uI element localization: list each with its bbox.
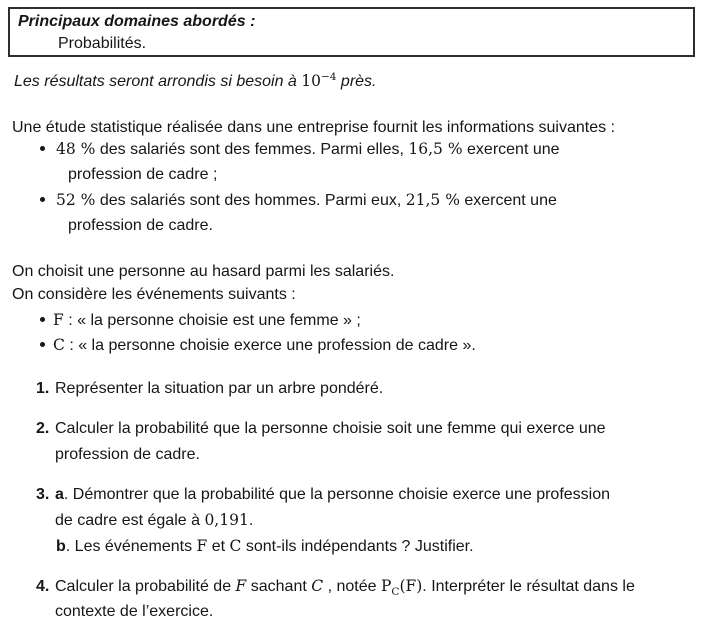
bullet-dot bbox=[40, 342, 45, 347]
text-segment: des salariés sont des femmes. Parmi elles, bbox=[95, 141, 409, 158]
question-2-number: 2. bbox=[36, 420, 50, 437]
setup-line-1: On choisit une personne au hasard parmi les salariés. bbox=[12, 263, 395, 280]
text-segment: . Interpréter le résultat dans le bbox=[422, 578, 635, 595]
bullet-item-women bbox=[40, 139, 560, 160]
symbol-c: C bbox=[229, 537, 242, 555]
question-2-line1 bbox=[36, 418, 606, 439]
domains-box-title: Principaux domaines abordés : bbox=[18, 13, 256, 30]
question-3a-label: a bbox=[55, 486, 64, 503]
event-c-text: : « la personne choisie exerce une profession de cadre ». bbox=[64, 337, 476, 354]
setup-line-2: On considère les événements suivants : bbox=[12, 286, 296, 303]
rounding-note bbox=[14, 71, 377, 92]
text-segment: . bbox=[248, 512, 254, 529]
question-3a-line1 bbox=[36, 484, 610, 505]
percent-men-cadres: 21,5 % bbox=[405, 191, 460, 209]
question-3a-text: . Démontrer que la probabilité que la personne choisie exerce une profession bbox=[63, 486, 611, 503]
question-3a-line2 bbox=[55, 510, 253, 531]
bullet-dot bbox=[40, 146, 45, 151]
text-segment: . Les événements bbox=[65, 538, 197, 555]
text-segment: , notée bbox=[323, 578, 381, 595]
symbol-c-italic: C bbox=[311, 577, 324, 595]
symbol-f-italic: F bbox=[235, 577, 247, 595]
question-1-number: 1. bbox=[36, 380, 50, 397]
rounding-note-suffix: près. bbox=[336, 73, 377, 90]
domains-box-subtitle: Probabilités. bbox=[58, 35, 147, 52]
text-segment: exercent une bbox=[462, 141, 560, 158]
question-3b bbox=[56, 536, 474, 557]
question-4-line2: contexte de l’exercice. bbox=[55, 603, 214, 617]
text-segment: Calculer la probabilité de bbox=[55, 578, 236, 595]
symbol-f: F bbox=[196, 537, 208, 555]
event-f-symbol: F bbox=[53, 311, 64, 329]
intro-paragraph: Une étude statistique réalisée dans une entreprise fournit les informations suivantes : bbox=[12, 119, 616, 136]
notation-arg: (F) bbox=[399, 577, 423, 595]
percent-men: 52 % bbox=[56, 191, 96, 209]
rounding-note-prefix: Les résultats seront arrondis si besoin à bbox=[14, 73, 302, 90]
percent-women-cadres: 16,5 % bbox=[408, 140, 463, 158]
text-segment: sont-ils indépendants ? Justifier. bbox=[241, 538, 474, 555]
question-2-text: Calculer la probabilité que la personne choisie soit une femme qui exerce une bbox=[55, 420, 606, 437]
power-base: 10 bbox=[301, 72, 321, 90]
text-segment: de cadre est égale à bbox=[55, 512, 205, 529]
question-1-text: Représenter la situation par un arbre pondéré. bbox=[55, 380, 384, 397]
question-3b-label: b bbox=[56, 538, 66, 555]
bullet-item-women-line2: profession de cadre ; bbox=[68, 166, 218, 183]
power-exponent: −4 bbox=[321, 70, 337, 83]
bullet-item-men-line2: profession de cadre. bbox=[68, 217, 213, 234]
text-segment: exercent une bbox=[459, 192, 557, 209]
bullet-dot bbox=[40, 197, 45, 202]
question-4-number: 4. bbox=[36, 578, 50, 595]
text-segment: des salariés sont des hommes. Parmi eux, bbox=[95, 192, 406, 209]
question-4-line1 bbox=[36, 576, 635, 597]
percent-women: 48 % bbox=[56, 140, 96, 158]
event-f-item bbox=[40, 310, 361, 331]
domains-box bbox=[8, 7, 695, 57]
text-segment: et bbox=[207, 538, 230, 555]
question-2-line2: profession de cadre. bbox=[55, 446, 200, 463]
question-1 bbox=[36, 378, 383, 399]
event-f-text: : « la personne choisie est une femme » ; bbox=[63, 312, 361, 329]
event-c-item bbox=[40, 335, 476, 356]
power-of-ten bbox=[301, 72, 336, 90]
event-c-symbol: C bbox=[53, 336, 65, 354]
notation-sub-c: C bbox=[391, 586, 400, 599]
bullet-dot bbox=[40, 317, 45, 322]
text-segment: sachant bbox=[246, 578, 312, 595]
question-3-number: 3. bbox=[36, 486, 50, 503]
probability-value: 0,191 bbox=[204, 511, 249, 529]
bullet-item-men bbox=[40, 190, 557, 211]
probability-notation bbox=[380, 577, 423, 599]
notation-p: P bbox=[380, 577, 392, 595]
